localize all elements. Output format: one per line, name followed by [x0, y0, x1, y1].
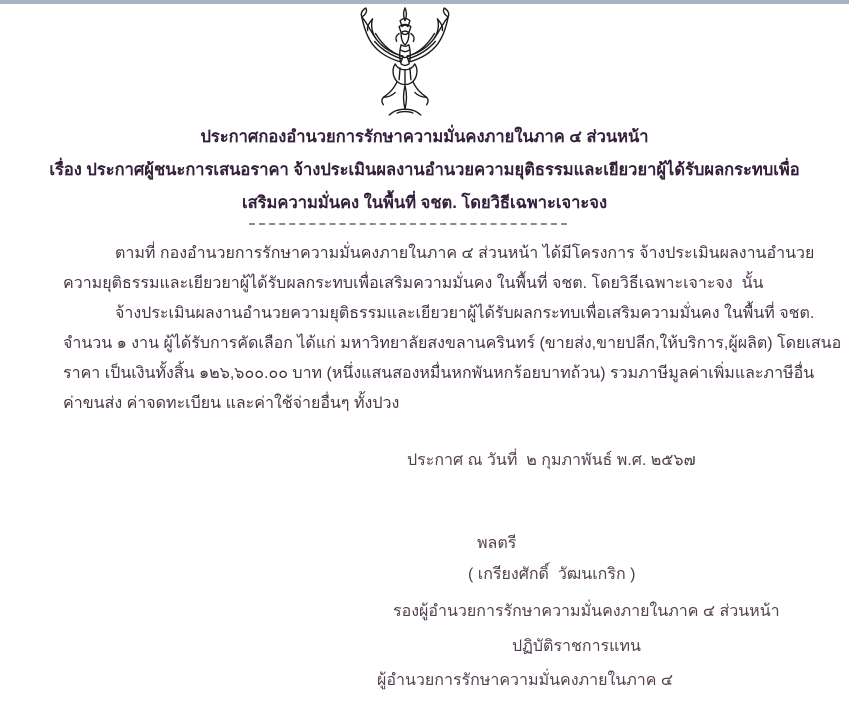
- signer-name: ( เกรียงศักดิ์ วัฒนเกริก ): [468, 566, 636, 583]
- garuda-emblem-icon: [355, 7, 455, 117]
- signer-rank: พลตรี: [477, 535, 517, 552]
- signer-position-director: ผู้อำนวยการรักษาความมั่นคงภายในภาค ๔: [377, 672, 674, 689]
- announcement-subject-line-1: เรื่อง ประกาศผู้ชนะการเสนอราคา จ้างประเมินผลงานอำนวยความยุติธรรมและเยียวยาผู้ได้รับผลกระทบเพื่อ: [49, 161, 800, 179]
- signer-position-deputy-director: รองผู้อำนวยการรักษาความมั่นคงภายในภาค ๔ ส่วนหน้า: [393, 603, 780, 620]
- body-text-line: ตามที่ กองอำนวยการรักษาความมั่นคงภายในภาค ๔ ส่วนหน้า ได้มีโครงการ จ้างประเมินผลงานอำนวย: [115, 245, 815, 262]
- announcement-title: ประกาศกองอำนวยการรักษาความมั่นคงภายในภาค ๔ ส่วนหน้า: [200, 128, 649, 146]
- body-text-line: ความยุติธรรมและเยียวยาผู้ได้รับผลกระทบเพื่อเสริมความมั่นคง ในพื้นที่ จชต. โดยวิธีเฉพาะเจาะจง นั้น: [63, 275, 764, 292]
- body-text-line: ค่าขนส่ง ค่าจดทะเบียน และค่าใช้จ่ายอื่นๆ ทั้งปวง: [63, 395, 400, 412]
- top-window-edge-bar: [0, 0, 849, 4]
- dashed-divider: [249, 223, 567, 225]
- announcement-subject-line-2: เสริมความมั่นคง ในพื้นที่ จชต. โดยวิธีเฉพาะเจาะจง: [241, 194, 608, 212]
- body-text-line: จ้างประเมินผลงานอำนวยความยุติธรรมและเยียวยาผู้ได้รับผลกระทบเพื่อเสริมความมั่นคง ในพื้นที่ จชต.: [115, 305, 815, 322]
- body-text-line: จำนวน ๑ งาน ผู้ได้รับการคัดเลือก ได้แก่ มหาวิทยาลัยสงขลานครินทร์ (ขายส่ง,ขายปลีก,ให้บริการ,ผู้ผลิต) โดยเสนอ: [63, 335, 842, 352]
- body-text-line: ราคา เป็นเงินทั้งสิ้น ๑๒๖,๖๐๐.๐๐ บาท (หนึ่งแสนสองหมื่นหกพันหกร้อยบาทถ้วน) รวมภาษีมูลค่าเพิ่มและภาษีอื่น: [63, 365, 815, 382]
- signer-acting-on-behalf: ปฏิบัติราชการแทน: [512, 638, 641, 655]
- announcement-date-line: ประกาศ ณ วันที่ ๒ กุมภาพันธ์ พ.ศ. ๒๕๖๗: [407, 452, 696, 469]
